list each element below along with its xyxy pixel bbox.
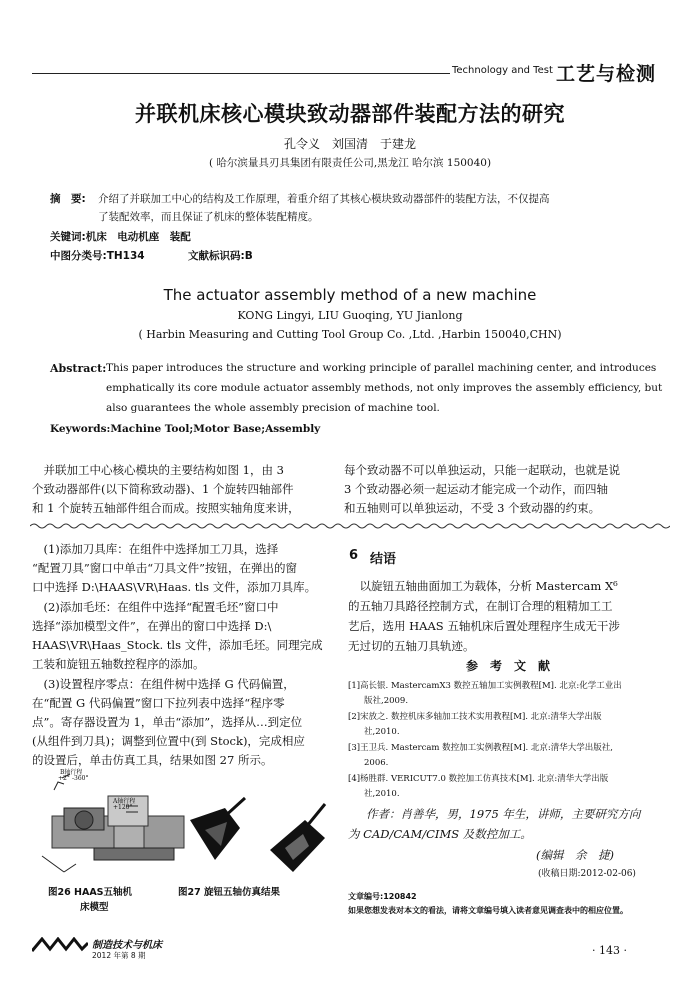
reference-4-line1: [4]杨胜群. VERICUT7.0 数控加工仿真技术[M]. 北京:清华大学出版	[348, 774, 609, 784]
left-p3-line3: 点”。寄存器设置为 1，单击“添加”，选择从…到定位	[32, 715, 303, 729]
header-journal-en: Technology and Test	[452, 65, 553, 76]
affiliation-en: ( Harbin Measuring and Cutting Tool Group Co. ,Ltd. ,Harbin 150040,CHN)	[138, 328, 562, 341]
abstract-en-line3: also guarantees the whole assembly precision of machine tool.	[106, 402, 440, 414]
classification-number: 中图分类号:TH134	[50, 250, 145, 262]
author-note-line2: 为 CAD/CAM/CIMS 及数控加工。	[348, 827, 532, 841]
document-code: 文献标识码:B	[188, 250, 253, 262]
left-p2-line1: (2)添加毛坯：在组件中选择“配置毛坯”窗口中	[32, 600, 279, 614]
intro-right-line2: 3 个致动器必须一起运动才能完成一个动作，而四轴	[344, 482, 608, 496]
references-heading: 参 考 文 献	[465, 659, 550, 673]
abstract-cn-line1: 介绍了并联加工中心的结构及工作原理，着重介绍了其核心模块致动器部件的装配方法，不仅提高	[98, 193, 550, 205]
header-rule	[32, 73, 450, 74]
author-note-line1: 作者：肖善华，男，1975 年生，讲师，主要研究方向	[366, 807, 641, 821]
figure-26-caption-line2: 床模型	[80, 902, 109, 913]
figure-26-machine-model	[34, 768, 194, 880]
wavy-separator	[30, 522, 670, 530]
section-6-title: 结语	[370, 552, 397, 567]
keywords-cn: 关键词:机床 电动机座 装配	[50, 231, 191, 243]
received-date: (收稿日期:2012-02-06)	[538, 869, 636, 879]
fig26-label-a-axis: A轴行程	[113, 798, 136, 805]
intro-left-line1: 并联加工中心核心模块的主要结构如图 1，由 3	[32, 463, 284, 477]
abstract-en-line1: This paper introduces the structure and working principle of parallel machining center, and introduces	[106, 362, 657, 374]
reference-2-line2: 社,2010.	[364, 727, 400, 737]
abstract-en-line2: emphatically its core module actuator assembly methods, not only improves the assembly efficiency, but	[106, 382, 663, 394]
article-title-en: The actuator assembly method of a new machine	[163, 286, 537, 304]
fig26-label-b-pos: +2°	[58, 775, 70, 782]
reference-1-line2: 版社,2009.	[364, 696, 409, 706]
fig26-label-b-axis: B轴行程	[60, 769, 83, 776]
fig26-label-b-neg: -360°	[72, 775, 89, 782]
left-p3-line2: 在“配置 G 代码偏置”窗口下拉列表中选择“程序零	[32, 696, 285, 710]
left-p3-line4: (从组件到刀具)；调整到位置中(到 Stock)，完成相应	[32, 734, 305, 748]
authors-cn: 孔令义 刘国清 于建龙	[283, 137, 416, 151]
fig26-label-a-range: +120°	[113, 804, 133, 811]
figure-26-caption-line1: 图26 HAAS五轴机	[48, 887, 133, 898]
left-p2-line2: 选择“添加模型文件”，在弹出的窗口中选择 D:\	[32, 619, 272, 633]
section-6-line2: 的五轴刀具路径控制方式，在制订合理的粗精加工工	[348, 599, 613, 613]
intro-left-line2: 个致动器部件(以下简称致动器)、1 个旋转四轴部件	[32, 482, 294, 496]
intro-left-line3: 和 1 个旋转五轴部件组合而成。按照实轴角度来讲，	[32, 501, 300, 515]
page-number: · 143 ·	[592, 944, 627, 957]
keywords-en: Keywords:Machine Tool;Motor Base;Assembly	[50, 423, 321, 435]
abstract-en-label: Abstract:	[50, 362, 107, 375]
left-p2-line3: HAAS\VR\Haas_Stock. tls 文件，添加毛坯。同理完成	[32, 638, 323, 652]
affiliation-cn: ( 哈尔滨量具刃具集团有限责任公司,黑龙江 哈尔滨 150040)	[208, 157, 492, 169]
footer-journal-name: 制造技术与机床	[92, 940, 162, 951]
left-p1-line1: (1)添加刀具库：在组件中选择加工刀具，选择	[32, 542, 279, 556]
reference-3-line1: [3]王卫兵. Mastercam 数控加工实例教程[M]. 北京:清华大学出版社,	[348, 743, 613, 753]
reader-feedback-note: 如果您想发表对本文的看法，请将文章编号填入读者意见调查表中的相应位置。	[348, 906, 628, 915]
abstract-cn-line2: 了装配效率，而且保证了机床的整体装配精度。	[98, 211, 319, 223]
left-p1-line3: 口中选择 D:\HAAS\VR\Haas. tls 文件，添加刀具库。	[32, 580, 317, 594]
section-6-line1: 以旋钮五轴曲面加工为载体，分析 Mastercam X⁶	[348, 579, 618, 593]
left-p2-line4: 工装和旋钮五轴数控程序的添加。	[32, 657, 205, 671]
article-number: 文章编号:120842	[348, 892, 417, 901]
article-title-cn: 并联机床核心模块致动器部件装配方法的研究	[135, 102, 565, 126]
abstract-cn-label: 摘 要:	[50, 193, 86, 205]
reference-2-line1: [2]宋放之. 数控机床多轴加工技术实用教程[M]. 北京:清华大学出版	[348, 712, 602, 722]
intro-right-line1: 每个致动器不可以单独运动，只能一起联动，也就是说	[344, 463, 620, 477]
reference-3-line2: 2006.	[364, 758, 389, 768]
figure-27-caption: 图27 旋钮五轴仿真结果	[178, 887, 281, 898]
reference-1-line1: [1]高长银. MastercamX3 数控五轴加工实例教程[M]. 北京:化学工业出	[348, 681, 622, 691]
header-journal-cn: 工艺与检测	[556, 63, 657, 85]
left-p3-line5: 的设置后，单击仿真工具，结果如图 27 所示。	[32, 753, 273, 767]
journal-logo-icon	[32, 937, 88, 953]
editor-note: (编辑 余 捷)	[536, 848, 614, 862]
left-p1-line2: “配置刀具”窗口中单击“刀具文件”按钮，在弹出的窗	[32, 561, 298, 575]
intro-right-line3: 和五轴则可以单独运动，不受 3 个致动器的约束。	[344, 501, 601, 515]
left-p3-line1: (3)设置程序零点：在组件树中选择 G 代码偏置，	[32, 677, 295, 691]
authors-en: KONG Lingyi, LIU Guoqing, YU Jianlong	[237, 309, 463, 322]
section-6-number: 6	[349, 548, 359, 563]
section-6-line3: 艺后，选用 HAAS 五轴机床后置处理程序生成无干涉	[348, 619, 620, 633]
footer-issue: 2012 年第 8 期	[92, 951, 146, 960]
reference-4-line2: 社,2010.	[364, 789, 400, 799]
figure-27-simulation-result	[185, 790, 335, 880]
section-6-line4: 无过切的五轴刀具轨迹。	[348, 639, 475, 653]
